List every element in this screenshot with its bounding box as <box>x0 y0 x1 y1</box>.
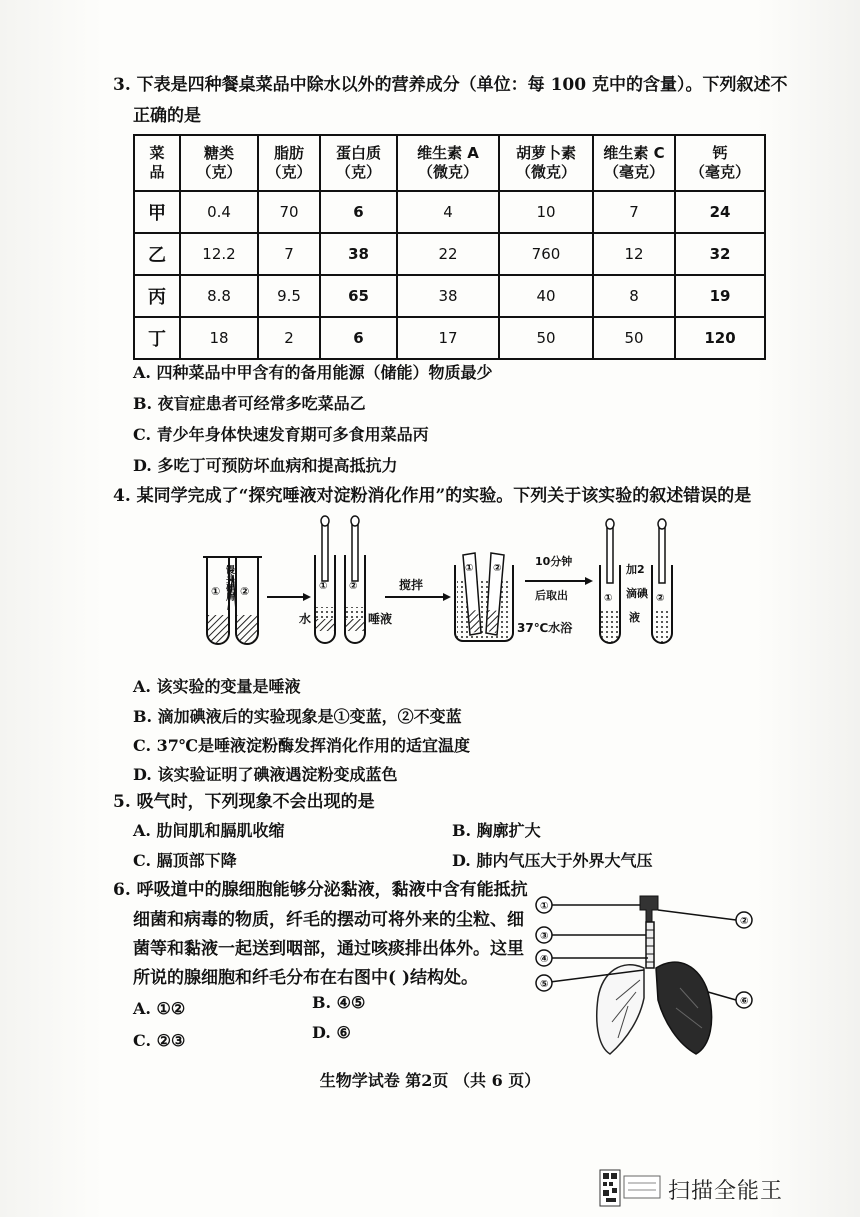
tube-label-2: ② <box>240 585 250 598</box>
table-cell: 8.8 <box>180 275 258 317</box>
table-cell: 70 <box>258 191 320 233</box>
table-cell: 12 <box>593 233 675 275</box>
q3-stem-line1: 3. 下表是四种餐桌菜品中除水以外的营养成分（单位：每 100 克中的含量）。下列叙述不 <box>113 75 788 95</box>
table-cell: 10 <box>499 191 593 233</box>
respiratory-system-figure <box>532 888 762 1060</box>
resp-label-2: ② <box>740 916 749 927</box>
resp-label-3: ③ <box>540 931 549 942</box>
wait-label-1: 10分钟 <box>535 555 573 568</box>
page-footer: 生物学试卷 第2页 （共 6 页） <box>319 1071 541 1090</box>
water-label: 水 <box>299 612 312 626</box>
table-cell: 甲 <box>134 191 180 233</box>
q3-option-d: D. 多吃丁可预防坏血病和提高抵抗力 <box>133 456 398 475</box>
q6-option-d: D. ⑥ <box>312 1023 351 1042</box>
final-tube-1: ① <box>604 593 613 604</box>
q6-option-c: C. ②③ <box>133 1031 186 1050</box>
q4-option-c: C. 37℃是唾液淀粉酶发挥消化作用的适宜温度 <box>133 736 471 755</box>
resp-label-6: ⑥ <box>740 996 749 1007</box>
q4-stem: 4. 某同学完成了“探究唾液对淀粉消化作用”的实验。下列关于该实验的叙述错误的是 <box>113 486 752 506</box>
q6-stem-line1: 6. 呼吸道中的腺细胞能够分泌黏液，黏液中含有能抵抗 <box>113 880 528 900</box>
beaker-tube-1: ① <box>465 563 474 574</box>
table-cell: 0.4 <box>180 191 258 233</box>
table-cell: 38 <box>397 275 499 317</box>
table-row <box>134 191 765 233</box>
nutrition-table <box>133 134 766 360</box>
table-cell: 12.2 <box>180 233 258 275</box>
water-bath-beaker <box>455 553 513 641</box>
table-row <box>134 317 765 359</box>
table-cell: 18 <box>180 317 258 359</box>
iodine-label-2: 滴碘 <box>626 587 648 600</box>
saliva-label: 唾液 <box>368 612 393 626</box>
resp-label-4: ④ <box>540 954 549 965</box>
iodine-label-1: 加2 <box>626 563 645 576</box>
scanner-watermark-text: 扫描全能王 <box>668 1179 784 1204</box>
table-cell: 17 <box>397 317 499 359</box>
table-header: 胡萝卜素 （微克） <box>499 135 593 191</box>
table-cell: 40 <box>499 275 593 317</box>
q6-option-b: B. ④⑤ <box>312 993 366 1012</box>
q6-option-a: A. ①② <box>133 999 186 1018</box>
table-cell: 38 <box>320 233 397 275</box>
final-tube-2: ② <box>656 593 665 604</box>
mantou-label: 馒头碎屑 <box>224 565 234 601</box>
q4-option-b: B. 滴加碘液后的实验现象是①变蓝，②不变蓝 <box>133 707 462 726</box>
iodine-label-3: 液 <box>629 611 640 624</box>
table-cell: 120 <box>675 317 765 359</box>
q3-stem-line2: 正确的是 <box>133 106 201 126</box>
q6-stem-line3: 菌等和黏液一起送到咽部，通过咳痰排出体外。这里 <box>133 939 524 959</box>
q5-option-b: B. 胸廓扩大 <box>452 821 541 840</box>
table-header: 糖类 （克） <box>180 135 258 191</box>
table-cell: 7 <box>258 233 320 275</box>
table-cell: 4 <box>397 191 499 233</box>
table-header: 维生素 C （毫克） <box>593 135 675 191</box>
table-header: 脂肪 （克） <box>258 135 320 191</box>
table-cell: 22 <box>397 233 499 275</box>
q4-option-d: D. 该实验证明了碘液遇淀粉变成蓝色 <box>133 765 398 784</box>
stir-label: 搅拌 <box>399 578 424 592</box>
q5-option-a: A. 肋间肌和膈肌收缩 <box>133 821 285 840</box>
q5-stem: 5. 吸气时，下列现象不会出现的是 <box>113 792 375 812</box>
table-cell: 65 <box>320 275 397 317</box>
q6-stem-line4: 所说的腺细胞和纤毛分布在右图中( )结构处。 <box>133 968 479 988</box>
q6-stem-line2: 细菌和病毒的物质，纤毛的摆动可将外来的尘粒、细 <box>133 910 524 930</box>
table-row <box>134 275 765 317</box>
bath-label: 37℃水浴 <box>517 621 573 635</box>
table-header: 维生素 A （微克） <box>397 135 499 191</box>
table-cell: 24 <box>675 191 765 233</box>
table-header: 钙 （毫克） <box>675 135 765 191</box>
tube-label-2b: ② <box>349 581 358 592</box>
resp-label-5: ⑤ <box>540 979 549 990</box>
tube-pair-initial <box>203 557 262 644</box>
q3-option-a: A. 四种菜品中甲含有的备用能源（储能）物质最少 <box>133 363 493 382</box>
table-cell: 2 <box>258 317 320 359</box>
beaker-tube-2: ② <box>493 563 502 574</box>
table-row <box>134 233 765 275</box>
table-cell: 32 <box>675 233 765 275</box>
table-cell: 50 <box>593 317 675 359</box>
table-cell: 6 <box>320 191 397 233</box>
table-cell: 19 <box>675 275 765 317</box>
table-cell: 6 <box>320 317 397 359</box>
wait-label-2: 后取出 <box>535 589 568 602</box>
table-header-row <box>134 135 765 191</box>
digestion-experiment-figure <box>195 515 685 660</box>
table-header: 菜 品 <box>134 135 180 191</box>
table-cell: 50 <box>499 317 593 359</box>
table-cell: 丁 <box>134 317 180 359</box>
table-header: 蛋白质 （克） <box>320 135 397 191</box>
q3-option-b: B. 夜盲症患者可经常多吃菜品乙 <box>133 394 366 413</box>
tube-label-1b: ① <box>319 581 328 592</box>
q5-option-c: C. 膈顶部下降 <box>133 851 237 870</box>
resp-label-1: ① <box>540 901 549 912</box>
table-cell: 760 <box>499 233 593 275</box>
table-cell: 7 <box>593 191 675 233</box>
table-cell: 8 <box>593 275 675 317</box>
q5-option-d: D. 肺内气压大于外界大气压 <box>452 851 653 870</box>
tube-pair-final <box>600 519 672 643</box>
q3-option-c: C. 青少年身体快速发育期可多食用菜品丙 <box>133 425 429 444</box>
tube-pair-add <box>299 516 392 643</box>
table-cell: 乙 <box>134 233 180 275</box>
q4-option-a: A. 该实验的变量是唾液 <box>133 677 301 696</box>
table-cell: 9.5 <box>258 275 320 317</box>
tube-label-1: ① <box>211 585 221 598</box>
table-cell: 丙 <box>134 275 180 317</box>
